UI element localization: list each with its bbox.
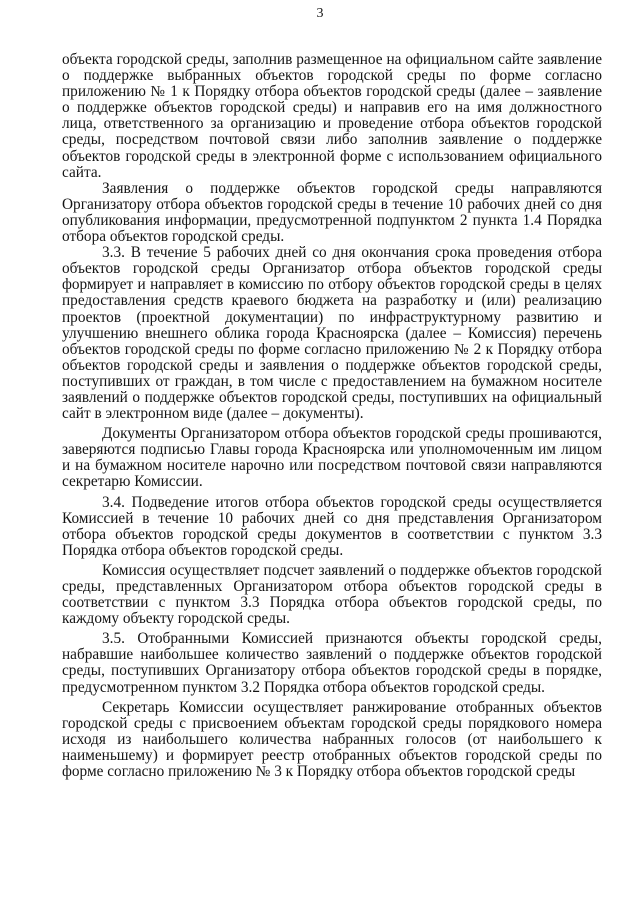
paragraph-applications-deadline: Заявления о поддержке объектов городской среды направляются Организатору отбора объектов городской среды в течение 10 рабочих дней со дня опубликования информации, предусмотренной подпунктом 2 пункта 1.4 Порядка отбора объектов городской среды. xyxy=(62,179,602,246)
paragraph-continuation: объекта городской среды, заполнив размещенное на официальном сайте заявление о поддержке выбранных объектов городской среды по форме согласно приложению № 1 к Порядку отбора объектов городской среды (далее – заявление о поддержке объектов городской среды) и направив его на имя должностного лица, ответственного за организацию и проведение отбора объектов городской среды, посредством почтовой связи либо заполнив заявление о поддержке объектов городской среды в электронной форме с использованием официального сайта. xyxy=(62,51,602,181)
page-number: 3 xyxy=(316,6,324,21)
paragraph-secretary-ranking: Секретарь Комиссии осуществляет ранжирование отобранных объектов городской среды с присвоением объектам городской среды порядкового номера исходя из наибольшего количества набранных голосов (от наибольшего к наименьшему) и формирует реестр отобранных объектов городской среды по форме согласно приложению № 3 к Порядку отбора объектов городской среды xyxy=(62,698,602,781)
paragraph-3-5: 3.5. Отобранными Комиссией признаются объекты городской среды, набравшие наибольшее количество заявлений о поддержке объектов городской среды, поступивших Организатору отбора объектов городской среды в порядке, предусмотренном пунктом 3.2 Порядка отбора объектов городской среды. xyxy=(62,630,602,696)
paragraph-3-4: 3.4. Подведение итогов отбора объектов городской среды осуществляется Комиссией в течение 10 рабочих дней со дня представления Организатором отбора объектов городской среды документов в соответствии с пунктом 3.3 Порядка отбора объектов городской среды. xyxy=(62,493,602,559)
paragraph-documents: Документы Организатором отбора объектов городской среды прошиваются, заверяются подписью Главы города Красноярска или уполномоченным им лицом и на бумажном носителе нарочно или посредством почтовой связи направляются секретарю Комиссии. xyxy=(62,425,602,491)
paragraph-commission-count: Комиссия осуществляет подсчет заявлений о поддержке объектов городской среды, представленных Организатором отбора объектов городской среды в соответствии с пунктом 3.3 Порядка отбора объектов городской среды, по каждому объекту городской среды. xyxy=(62,561,602,628)
paragraph-3-3: 3.3. В течение 5 рабочих дней со дня окончания срока проведения отбора объектов городской среды Организатор отбора объектов городской среды формирует и направляет в комиссию по отбору объектов городской среды в целях предоставления средств краевого бюджета на разработку и (или) реализацию проектов (проектной документации) по инфраструктурному развитию и улучшению внешнего облика города Красноярска (далее – Комиссия) перечень объектов городской среды по форме согласно приложению № 2 к Порядку отбора объектов городской среды и заявления о поддержке объектов городской среды, поступивших от граждан, в том числе с предоставлением на бумажном носителе заявлений о поддержке объектов городской среды, поступивших на официальный сайт в электронном виде (далее – документы). xyxy=(62,244,602,423)
document-body xyxy=(62,52,602,780)
